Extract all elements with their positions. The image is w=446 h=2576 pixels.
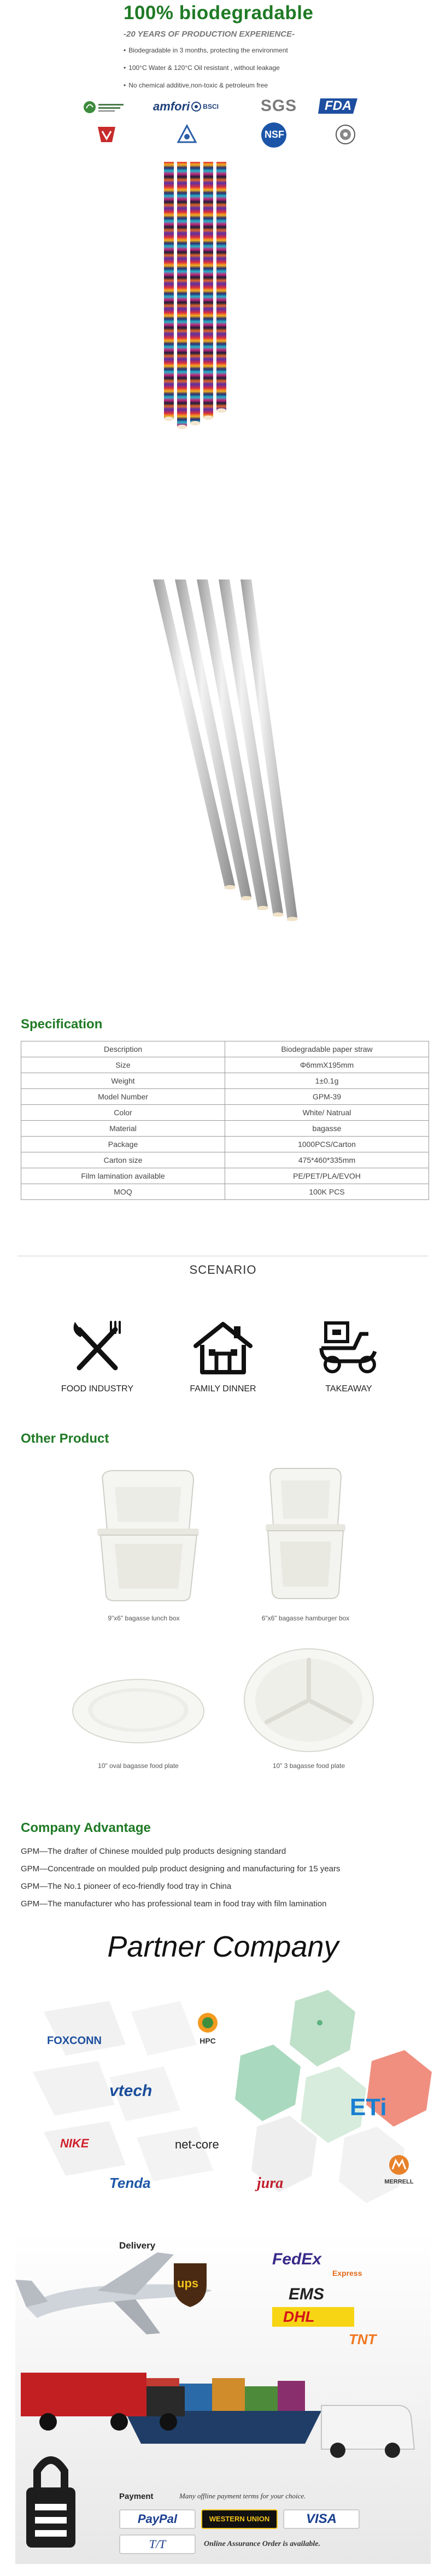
assurance-note: Online Assurance Order is available. — [204, 2540, 320, 2548]
product-caption: 9"x6" bagasse lunch box — [108, 1614, 180, 1622]
bsci-text: BSCI — [203, 103, 219, 110]
foxconn-logo: FOXCONN — [47, 2035, 102, 2047]
delivery-payment-panel — [15, 2230, 431, 2564]
round-seal-icon — [334, 124, 356, 145]
paypal-logo: PayPal — [119, 2509, 196, 2529]
spec-value: 100K PCS — [225, 1184, 429, 1200]
spec-key: Weight — [21, 1073, 225, 1089]
amfori-text: amfori — [153, 99, 190, 113]
spec-key: Package — [21, 1137, 225, 1152]
product-lunch-box[interactable] — [81, 1465, 207, 1622]
spec-value: GPM-39 — [225, 1089, 429, 1105]
spec-value: Φ6mmX195mm — [225, 1057, 429, 1073]
product-caption: 6"x6" bagasse hamburger box — [261, 1614, 350, 1622]
table-row — [21, 1184, 429, 1200]
scooter-icon — [316, 1318, 382, 1378]
spec-key: Size — [21, 1057, 225, 1073]
merrell-logo — [377, 2154, 421, 2185]
scenario-label: TAKEAWAY — [325, 1384, 372, 1394]
silver-straws-image — [0, 579, 446, 929]
spec-value: Biodegradable paper straw — [225, 1041, 429, 1057]
feature-item: • 100°C Water & 120°C Oil resistant , without leakage — [124, 62, 288, 80]
table-row — [21, 1168, 429, 1184]
merrell-text: MERRELL — [384, 2179, 414, 2185]
ups-logo: ups — [177, 2276, 199, 2290]
advantage-line: GPM—The No.1 pioneer of eco-friendly food tray in China — [21, 1882, 232, 1891]
green-cert-logo — [82, 98, 126, 116]
advantage-line: GPM—The manufacturer who has professional team in food tray with film lamination — [21, 1899, 327, 1908]
company-advantage-title: Company Advantage — [21, 1820, 151, 1835]
vtech-logo: vtech — [109, 2082, 152, 2100]
spec-value: 1±0.1g — [225, 1073, 429, 1089]
fedex-logo: FedEx — [272, 2250, 322, 2268]
western-union-logo: WESTERN UNION — [201, 2509, 278, 2529]
advantage-line: GPM—Concentrade on moulded pulp product designing and manufacturing for 15 years — [21, 1864, 341, 1874]
lunch-box-image — [81, 1465, 207, 1607]
table-row — [21, 1152, 429, 1168]
spec-value: PE/PET/PLA/EVOH — [225, 1168, 429, 1184]
delivery-label: Delivery — [119, 2240, 156, 2251]
hpc-text: HPC — [199, 2036, 216, 2045]
spec-value: White/ Natrual — [225, 1105, 429, 1121]
fork-knife-icon — [67, 1318, 127, 1378]
fda-text: FDA — [325, 98, 352, 113]
spec-key: Color — [21, 1105, 225, 1121]
oval-plate-image — [70, 1662, 207, 1755]
payment-label: Payment — [119, 2492, 154, 2501]
scenario-title: SCENARIO — [189, 1263, 257, 1277]
table-row — [21, 1041, 429, 1057]
nike-logo: NIKE — [60, 2136, 89, 2150]
eti-logo: ETi — [350, 2094, 387, 2121]
spec-value: 475*460*335mm — [225, 1152, 429, 1168]
payment-note: Many offline payment terms for your choice. — [179, 2492, 306, 2500]
scenario-label: FAMILY DINNER — [190, 1384, 256, 1394]
feature-item: • No chemical additive,non-toxic & petroleum free — [124, 80, 288, 97]
fedex-express-text: Express — [332, 2269, 362, 2278]
other-product-title: Other Product — [21, 1431, 109, 1446]
scenario-takeaway — [300, 1318, 398, 1394]
certification-logos — [0, 94, 446, 154]
specification-table — [21, 1041, 429, 1200]
subtitle: -20 YEARS OF PRODUCTION EXPERIENCE- — [124, 30, 295, 39]
sgs-logo — [257, 96, 301, 116]
triangle-cert-icon — [176, 124, 198, 145]
spec-key: Film lamination available — [21, 1168, 225, 1184]
dhl-logo — [272, 2307, 354, 2327]
table-row — [21, 1105, 429, 1121]
hero-header — [0, 0, 446, 159]
spec-key: Model Number — [21, 1089, 225, 1105]
spec-key: Carton size — [21, 1152, 225, 1168]
jura-logo: jura — [257, 2175, 284, 2192]
advantage-line: GPM—The drafter of Chinese moulded pulp products designing standard — [21, 1847, 286, 1856]
spec-value: bagasse — [225, 1121, 429, 1137]
table-row — [21, 1137, 429, 1152]
tnt-logo: TNT — [349, 2331, 377, 2347]
partner-logo-grid — [0, 1990, 446, 2209]
ems-logo: EMS — [289, 2285, 325, 2303]
scenario-family-dinner — [174, 1318, 272, 1394]
page-title: 100% biodegradable — [124, 2, 314, 24]
product-3-compartment-plate[interactable] — [240, 1646, 377, 1770]
spec-value: 1000PCS/Carton — [225, 1137, 429, 1152]
scenario-food-industry — [48, 1318, 146, 1394]
spec-key: MOQ — [21, 1184, 225, 1200]
merrell-mark-icon — [388, 2154, 410, 2176]
specification-title: Specification — [21, 1017, 103, 1032]
table-row — [21, 1089, 429, 1105]
feature-list — [124, 45, 288, 97]
visa-logo: VISA — [283, 2509, 360, 2529]
spec-key: Description — [21, 1041, 225, 1057]
product-oval-plate[interactable] — [70, 1662, 207, 1770]
nsf-text: NSF — [265, 129, 284, 140]
amfori-bsci-logo — [153, 97, 219, 116]
sgs-text: SGS — [260, 97, 297, 115]
spec-key: Material — [21, 1121, 225, 1137]
hpc-mark-icon — [197, 2012, 219, 2034]
feature-item: • Biodegradable in 3 months, protecting the environment — [124, 45, 288, 62]
dhl-text: DHL — [283, 2308, 315, 2325]
partner-company-title: Partner Company — [107, 1930, 339, 1963]
ok-compost-icon — [96, 124, 118, 145]
nsf-logo — [260, 121, 287, 149]
tenda-logo: Tenda — [109, 2175, 151, 2191]
table-row — [21, 1057, 429, 1073]
scenario-label: FOOD INDUSTRY — [61, 1384, 134, 1394]
fda-logo — [317, 96, 361, 116]
product-caption: 10" oval bagasse food plate — [98, 1762, 179, 1770]
compartment-plate-image — [240, 1646, 377, 1755]
hpc-logo — [191, 2012, 224, 2045]
table-row — [21, 1073, 429, 1089]
netcore-logo: net-core — [175, 2138, 219, 2151]
house-icon — [190, 1318, 256, 1378]
product-hamburger-box[interactable] — [243, 1465, 368, 1622]
product-caption: 10" 3 bagasse food plate — [272, 1762, 345, 1770]
rainbow-straws-image — [0, 162, 446, 441]
table-row — [21, 1121, 429, 1137]
tt-logo: T/T — [119, 2534, 196, 2554]
hamburger-box-image — [243, 1465, 368, 1607]
